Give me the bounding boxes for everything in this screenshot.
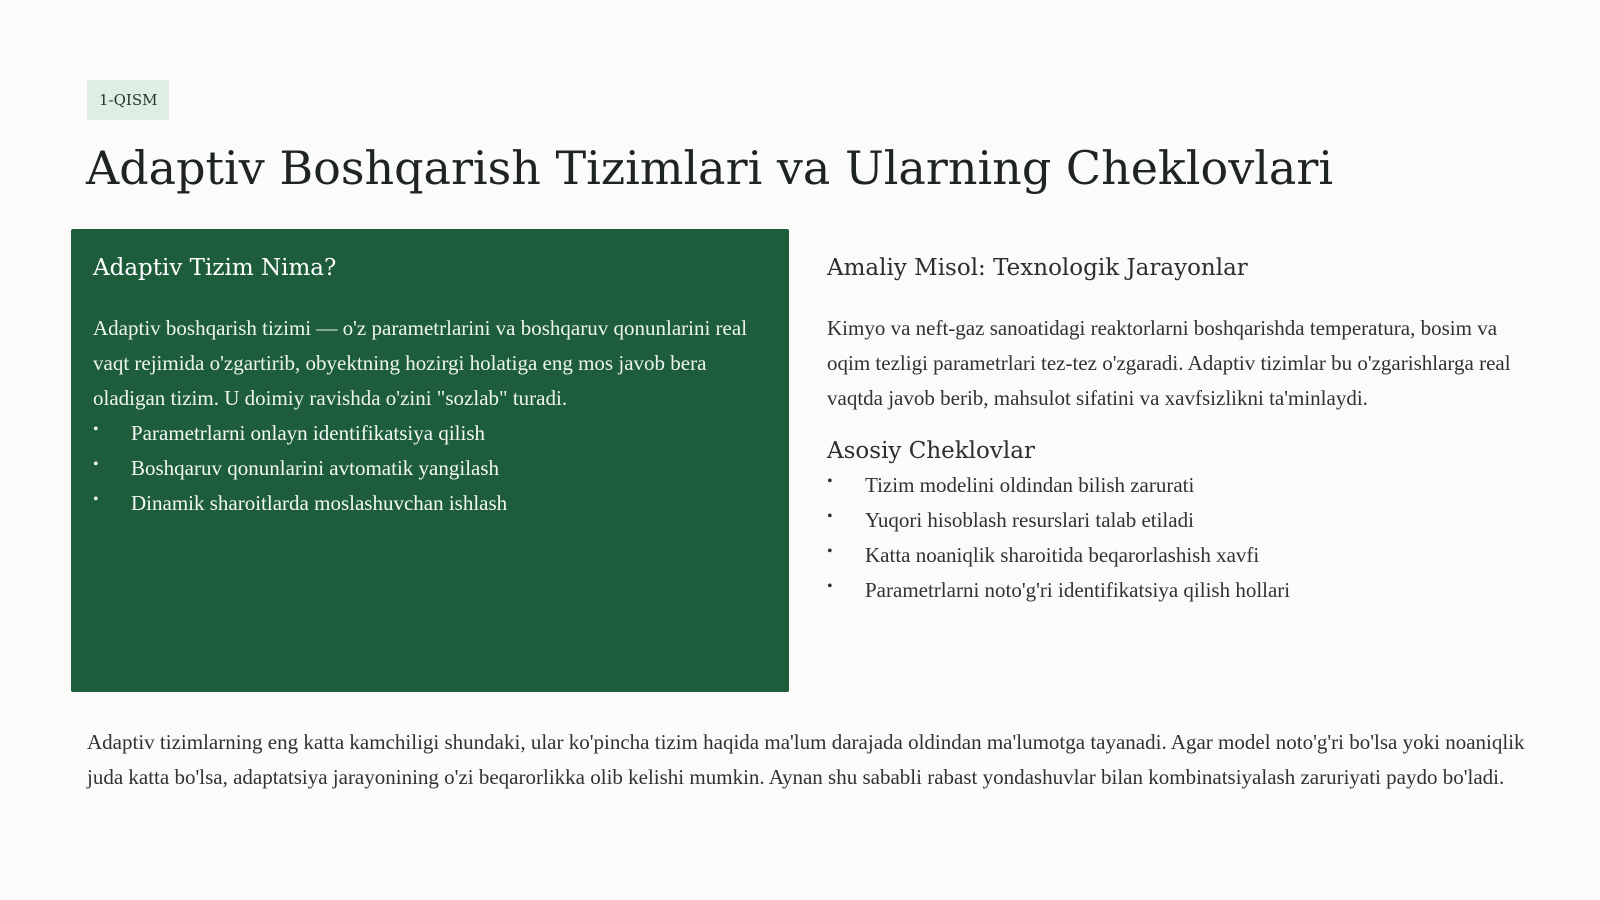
- bullet-dot-icon: •: [93, 491, 99, 508]
- list-item-text: Boshqaruv qonunlarini avtomatik yangilash: [131, 456, 500, 480]
- list-item: [827, 573, 1517, 608]
- list-item-text: Yuqori hisoblash resurslari talab etiladi: [865, 508, 1194, 532]
- definition-heading: Adaptiv Tizim Nima?: [93, 255, 337, 281]
- bullet-dot-icon: •: [93, 456, 99, 473]
- bullet-dot-icon: •: [93, 421, 99, 438]
- list-item-text: Parametrlarni noto'g'ri identifikatsiya qilish hollari: [865, 578, 1291, 602]
- bullet-dot-icon: •: [827, 578, 833, 595]
- list-item: [827, 538, 1517, 573]
- bullet-dot-icon: •: [827, 543, 833, 560]
- slide-title: Adaptiv Boshqarish Tizimlari va Ularning Cheklovlari: [86, 141, 1334, 195]
- example-heading: Amaliy Misol: Texnologik Jarayonlar: [827, 255, 1248, 281]
- list-item-text: Tizim modelini oldindan bilish zarurati: [865, 473, 1195, 497]
- list-item: [827, 503, 1517, 538]
- list-item-text: Katta noaniqlik sharoitida beqarorlashish xavfi: [865, 543, 1260, 567]
- limits-bullet-list: [827, 468, 1517, 608]
- right-column: [827, 251, 1517, 608]
- example-text: Kimyo va neft-gaz sanoatidagi reaktorlarni boshqarishda temperatura, bosim va oqim tezligi parametrlari tez-tez o'zgaradi. Adaptiv tizimlar bu o'zgarishlarga real vaqtda javob berib, mahsulot sifatini va xavfsizlikni ta'minlaydi.: [827, 316, 1511, 410]
- list-item-text: Dinamik sharoitlarda moslashuvchan ishlash: [131, 491, 508, 515]
- list-item: [93, 451, 767, 486]
- list-item: [93, 416, 767, 451]
- list-item: [93, 486, 767, 521]
- list-item-text: Parametrlarni onlayn identifikatsiya qilish: [131, 421, 485, 445]
- list-item: [827, 468, 1517, 503]
- summary-paragraph: Adaptiv tizimlarning eng katta kamchiligi shundaki, ular ko'pincha tizim haqida ma'lum darajada oldindan ma'lumotga tayanadi. Agar model noto'g'ri bo'lsa yoki noaniqlik juda katta bo'lsa, adaptatsiya jarayonining o'zi beqarorlikka olib kelishi mumkin. Aynan shu sababli rabast yondashuvlar bilan kombinatsiyalash zaruriyati paydo bo'ladi.: [87, 730, 1525, 789]
- section-tag: 1-QISM: [87, 80, 169, 120]
- definition-card: [71, 229, 789, 692]
- bullet-dot-icon: •: [827, 473, 833, 490]
- definition-bullet-list: [93, 416, 767, 521]
- limits-heading: Asosiy Cheklovlar: [827, 438, 1035, 464]
- bullet-dot-icon: •: [827, 508, 833, 525]
- definition-text: Adaptiv boshqarish tizimi — o'z parametrlarini va boshqaruv qonunlarini real vaqt rejimida o'zgartirib, obyektning hozirgi holatiga eng mos javob bera oladigan tizim. U doimiy ravishda o'zini "sozlab" turadi.: [93, 316, 748, 410]
